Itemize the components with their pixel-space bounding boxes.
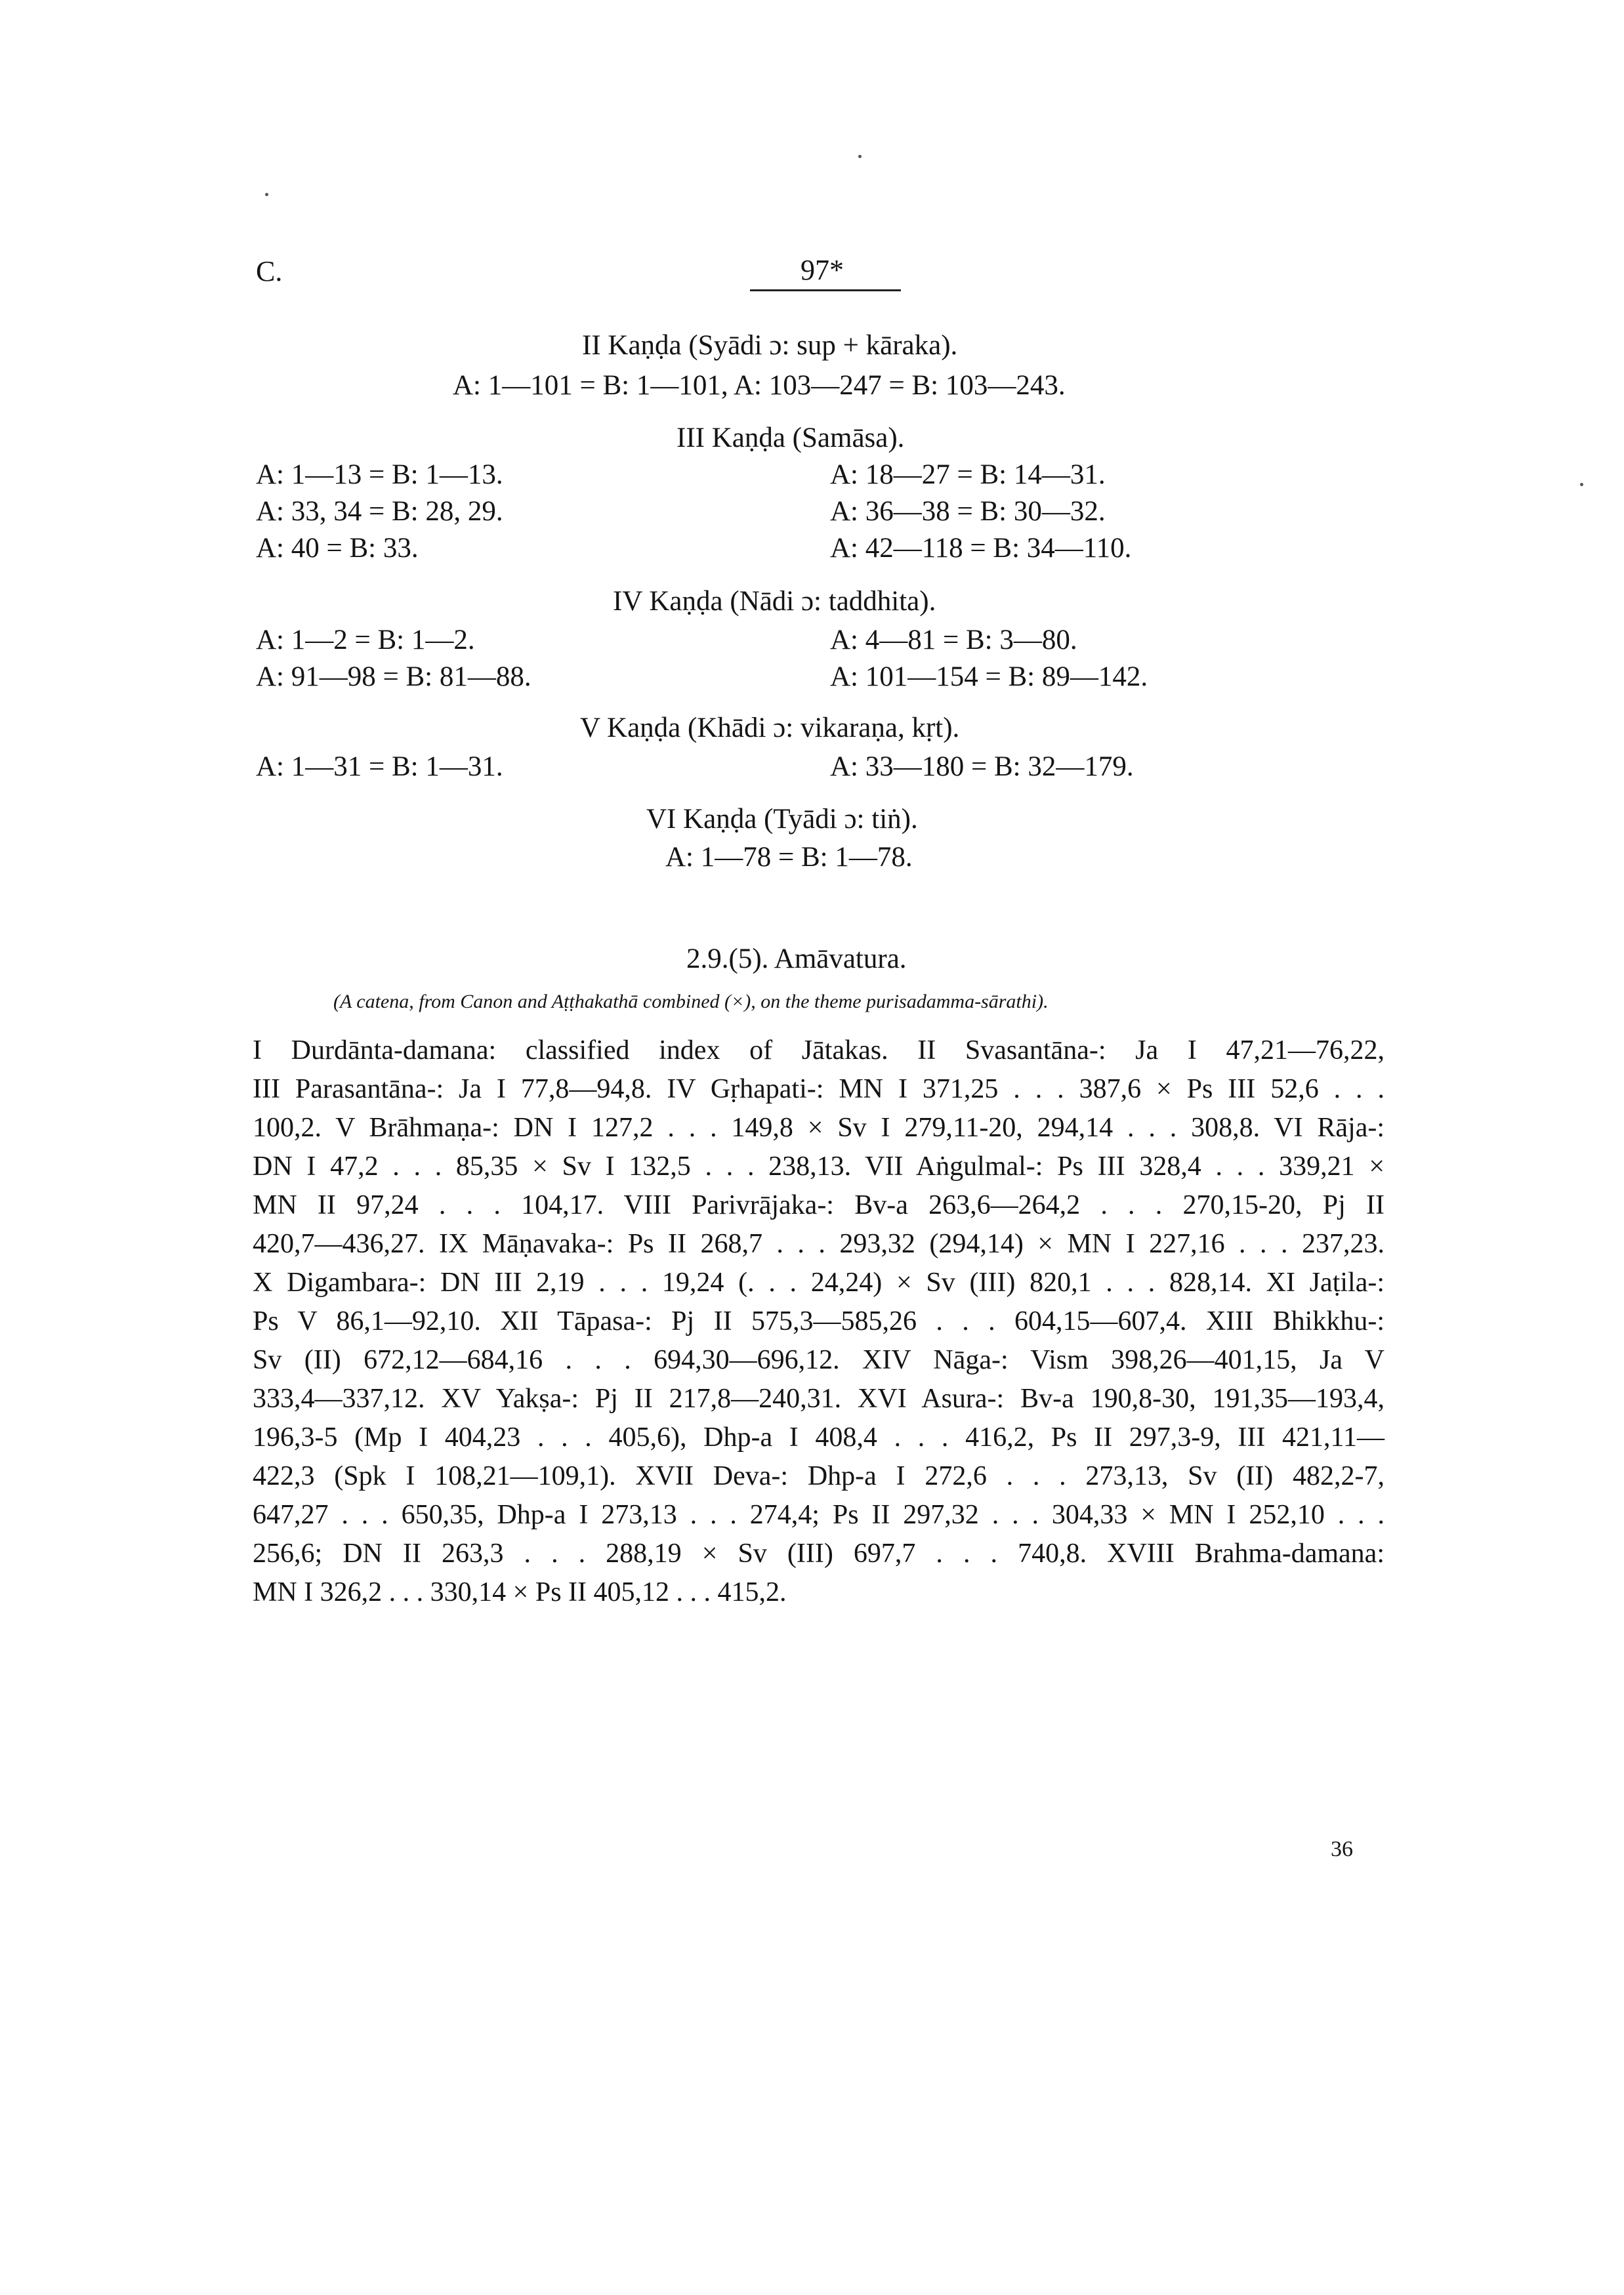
kanda-5-left: A: 1—31 = B: 1—31. — [256, 751, 503, 782]
kanda-3-title: III Kaṇḍa (Samāsa). — [677, 423, 905, 453]
kanda-3-right-3: A: 42—118 = B: 34—110. — [830, 533, 1132, 564]
header-mark: C. — [256, 255, 283, 287]
paragraph-line: 100,2. V Brāhmaṇa-: DN I 127,2 . . . 149,8 × Sv I 279,11-20, 294,14 . . . 308,8. VI Rāja-: — [253, 1113, 1385, 1143]
paragraph-line: Ps V 86,1—92,10. XII Tāpasa-: Pj II 575,3—585,26 . . . 604,15—607,4. XIII Bhikkhu-: — [253, 1306, 1385, 1336]
paragraph-line: 422,3 (Spk I 108,21—109,1). XVII Deva-: Dhp-a I 272,6 . . . 273,13, Sv (II) 482,2-7, — [253, 1461, 1385, 1491]
paragraph-line: III Parasantāna-: Ja I 77,8—94,8. IV Gṛhapati-: MN I 371,25 . . . 387,6 × Ps III 52,6 . . . — [253, 1074, 1385, 1104]
page-label: 97* — [801, 254, 844, 286]
kanda-6-row: A: 1—78 = B: 1—78. — [665, 842, 913, 873]
kanda-4-right-1: A: 4—81 = B: 3—80. — [830, 625, 1077, 655]
kanda-3-right-1: A: 18—27 = B: 14—31. — [830, 459, 1106, 490]
header-rule — [750, 289, 901, 291]
scan-speck — [1580, 483, 1583, 486]
paragraph-line: I Durdānta-damana: classified index of Jātakas. II Svasantāna-: Ja I 47,21—76,22, — [253, 1035, 1385, 1065]
scan-speck — [858, 155, 862, 158]
kanda-5-right: A: 33—180 = B: 32—179. — [830, 751, 1134, 782]
amavatura-paragraph — [253, 1031, 1385, 1612]
page-number: 36 — [1331, 1837, 1353, 1861]
kanda-4-title: IV Kaṇḍa (Nādi ɔ: taddhita). — [613, 586, 936, 617]
section-subtitle: (A catena, from Canon and Aṭṭhakathā combined (×), on the theme purisadamma-sārathi). — [333, 991, 1049, 1012]
paragraph-line: 256,6; DN II 263,3 . . . 288,19 × Sv (III) 697,7 . . . 740,8. XVIII Brahma-damana: — [253, 1539, 1385, 1569]
paragraph-line: 333,4—337,12. XV Yakṣa-: Pj II 217,8—240,31. XVI Asura-: Bv-a 190,8-30, 191,35—193,4, — [253, 1384, 1385, 1414]
kanda-5-title: V Kaṇḍa (Khādi ɔ: vikaraṇa, kṛt). — [580, 713, 960, 743]
kanda-6-title: VI Kaṇḍa (Tyādi ɔ: tiṅ). — [646, 804, 918, 835]
paragraph-line: MN I 326,2 . . . 330,14 × Ps II 405,12 . . . 415,2. — [253, 1577, 787, 1607]
kanda-3-right-2: A: 36—38 = B: 30—32. — [830, 496, 1106, 527]
section-heading: 2.9.(5). Amāvatura. — [686, 943, 907, 974]
paragraph-line: Sv (II) 672,12—684,16 . . . 694,30—696,12. XIV Nāga-: Vism 398,26—401,15, Ja V — [253, 1345, 1385, 1375]
kanda-4-left-1: A: 1—2 = B: 1—2. — [256, 625, 475, 655]
kanda-4-left-2: A: 91—98 = B: 81—88. — [256, 661, 531, 692]
paragraph-line: MN II 97,24 . . . 104,17. VIII Parivrājaka-: Bv-a 263,6—264,2 . . . 270,15-20, Pj II — [253, 1190, 1385, 1220]
paragraph-line: DN I 47,2 . . . 85,35 × Sv I 132,5 . . . 238,13. VII Aṅgulmal-: Ps III 328,4 . . . 339,21 × — [253, 1151, 1385, 1182]
paragraph-line: X Digambara-: DN III 2,19 . . . 19,24 (. . . 24,24) × Sv (III) 820,1 . . . 828,14. XI Jaṭila-: — [253, 1268, 1385, 1298]
kanda-4-right-2: A: 101—154 = B: 89—142. — [830, 661, 1148, 692]
paragraph-line: 647,27 . . . 650,35, Dhp-a I 273,13 . . . 274,4; Ps II 297,32 . . . 304,33 × MN I 252,10 . . . — [253, 1500, 1385, 1530]
kanda-3-left-2: A: 33, 34 = B: 28, 29. — [256, 496, 503, 527]
kanda-3-left-1: A: 1—13 = B: 1—13. — [256, 459, 503, 490]
kanda-2-title: II Kaṇḍa (Syādi ɔ: sup + kāraka). — [582, 330, 958, 361]
kanda-3-left-3: A: 40 = B: 33. — [256, 533, 419, 564]
kanda-2-row: A: 1—101 = B: 1—101, A: 103—247 = B: 103—243. — [453, 370, 1066, 401]
scan-speck — [265, 193, 268, 196]
paragraph-line: 420,7—436,27. IX Māṇavaka-: Ps II 268,7 . . . 293,32 (294,14) × MN I 227,16 . . . 237,23. — [253, 1229, 1385, 1259]
paragraph-line: 196,3-5 (Mp I 404,23 . . . 405,6), Dhp-a I 408,4 . . . 416,2, Ps II 297,3-9, III 421,11— — [253, 1422, 1385, 1453]
